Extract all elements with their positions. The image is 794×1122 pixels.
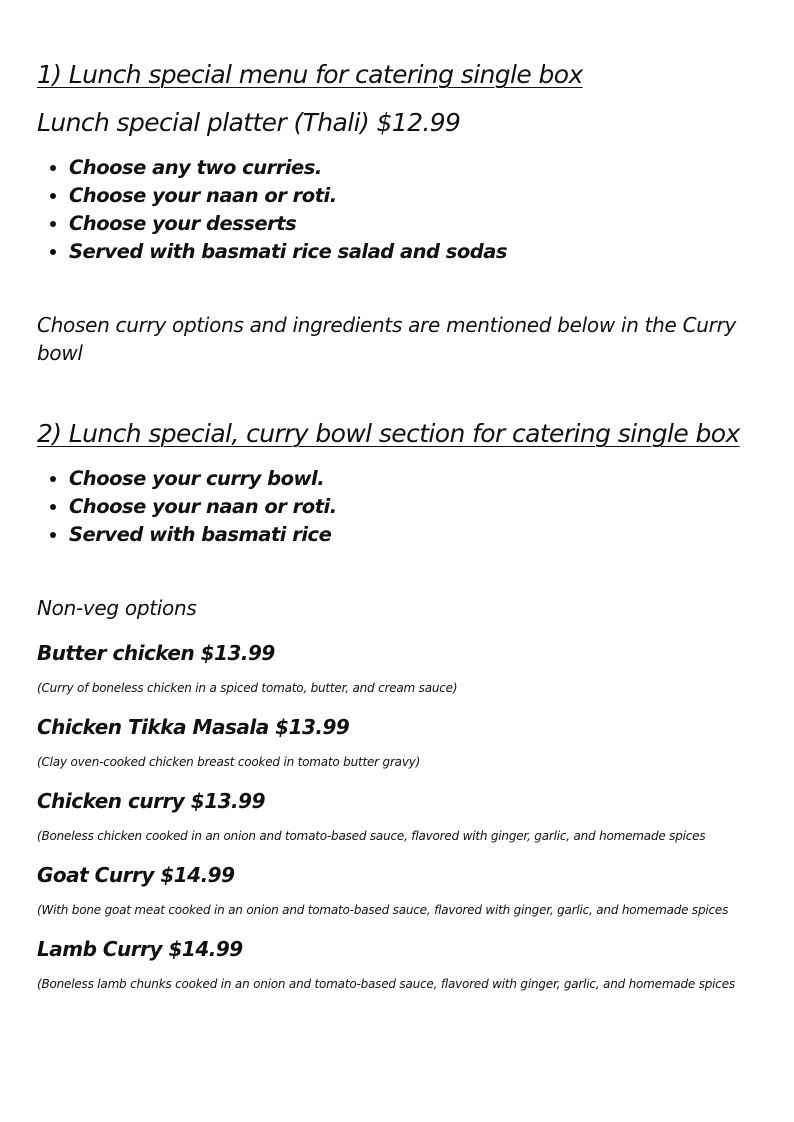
curry-bowl-options-list — [37, 465, 757, 549]
list-item: • Served with basmati rice salad and sodas — [69, 238, 757, 266]
nonveg-options-label: Non-veg options — [37, 596, 197, 620]
dish-name: Goat Curry $14.99 — [37, 863, 235, 887]
dish-chicken-tikka-masala — [37, 713, 757, 770]
dish-chicken-curry — [37, 787, 757, 844]
thali-platter-title: Lunch special platter (Thali) $12.99 — [37, 108, 461, 137]
dish-description: (Boneless chicken cooked in an onion and tomato-based sauce, flavored with ginger, garlic, and homemade spices — [37, 829, 706, 843]
thali-options-list — [37, 154, 757, 266]
menu-page — [37, 58, 757, 992]
dish-name: Chicken curry $13.99 — [37, 789, 265, 813]
list-item: • Choose your curry bowl. — [69, 465, 757, 493]
list-item: • Choose any two curries. — [69, 154, 757, 182]
list-item: • Choose your desserts — [69, 210, 757, 238]
dish-goat-curry — [37, 861, 757, 918]
dish-description: (Curry of boneless chicken in a spiced tomato, butter, and cream sauce) — [37, 681, 458, 695]
section2-heading: 2) Lunch special, curry bowl section for catering single box — [37, 419, 740, 448]
dish-name: Butter chicken $13.99 — [37, 641, 275, 665]
list-item: • Served with basmati rice — [69, 521, 757, 549]
list-item: • Choose your naan or roti. — [69, 493, 757, 521]
dish-name: Lamb Curry $14.99 — [37, 937, 243, 961]
dish-description: (Boneless lamb chunks cooked in an onion and tomato-based sauce, flavored with ginger, garlic, and homemade spices — [37, 977, 735, 991]
dish-butter-chicken — [37, 639, 757, 696]
section1-heading: 1) Lunch special menu for catering single box — [37, 60, 583, 89]
dish-lamb-curry — [37, 935, 757, 992]
dish-name: Chicken Tikka Masala $13.99 — [37, 715, 350, 739]
curry-options-note: Chosen curry options and ingredients are mentioned below in the Curry bowl — [37, 313, 737, 365]
dish-description: (Clay oven-cooked chicken breast cooked in tomato butter gravy) — [37, 755, 421, 769]
dish-description: (With bone goat meat cooked in an onion and tomato-based sauce, flavored with ginger, garlic, and homemade spices — [37, 903, 729, 917]
list-item: • Choose your naan or roti. — [69, 182, 757, 210]
